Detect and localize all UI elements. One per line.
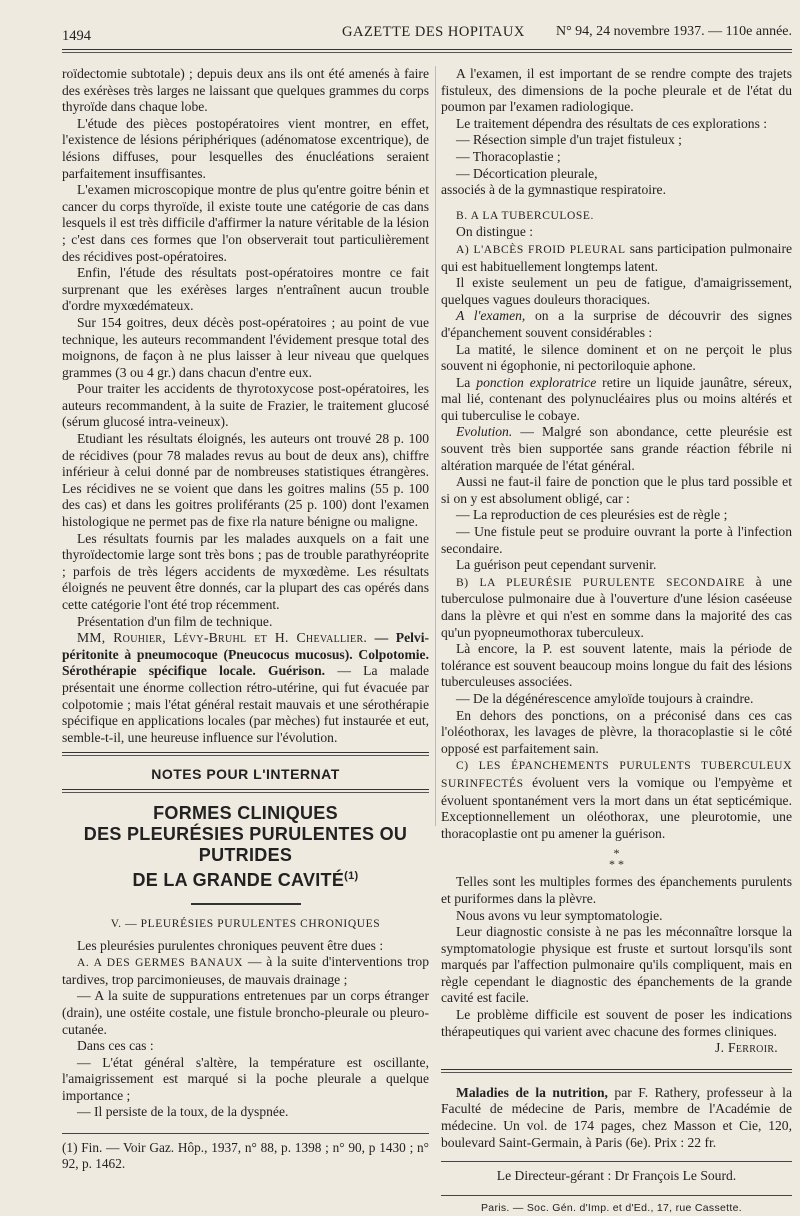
journal-title: GAZETTE DES HOPITAUX [342,24,525,40]
paragraph: — L'état général s'altère, la température est oscillante, l'amaigrissement est marqué si la poche pleurale a quelque importance ; [62,1054,429,1103]
title-line: DE LA GRANDE CAVITÉ$^{(1)}$ [132,869,359,890]
subsection-heading: V. — PLEURÉSIES PURULENTES CHRONIQUES [110,917,381,930]
paragraph: Il existe seulement un peu de fatigue, d'amaigrissement, quelques vagues douleurs thoraciques. [441,275,792,307]
paragraph: — A la suite de suppurations entretenues par un corps étranger (drain), une ostéite costale, une fistule broncho-pleurale ou pleuro-cutanée. [62,988,429,1037]
inline-label: Evolution. [456,424,513,440]
director-line: Le Directeur-gérant : Dr François Le Sourd. [496,1168,737,1184]
left-column [62,66,429,1172]
paragraph: roïdectomie subtotale) ; depuis deux ans ils ont été amenés à faire des exérèses très larges ne laissant que quelques grammes du corps thyroïde dans chaque lobe. [62,66,429,115]
inline-label: B) LA PLEURÉSIE PURULENTE SECONDAIRE [456,576,745,589]
section-rule-thin [441,1072,792,1073]
imprint-rule [441,1195,792,1196]
paragraph: Enfin, l'étude des résultats post-opératoires montre ce fait surprenant que les exérèses larges n'entraînent aucun trouble d'ordre myxœdémateux. [62,265,429,314]
header-rule-thin [62,52,792,53]
paragraph: La ponction exploratrice retire un liquide jaunâtre, séreux, mal lié, contenant des polynucléaires plus ou moins altérés et qui tuberculise le cobaye. [441,374,792,423]
column-divider [435,66,436,826]
paragraph: Les pleurésies purulentes chroniques peuvent être dues : [77,937,384,953]
title-rule [191,903,301,905]
paragraph: Les résultats fournis par les malades auxquels on a fait une thyroïdectomie large sont très bons ; pas de trouble parathyréoprite ; parfois de très légers accidents de myxœdème. Les résultats éloignés ne peuvent être donnés, car la plupart des cas opérés dans cette catégorie l'ont été trop récemment. [62,530,429,612]
title-line: FORMES CLINIQUES [153,802,338,823]
paragraph: Sur 154 goitres, deux décès post-opératoires ; au point de vue technique, les auteurs recommandent l'évidement presque total des moignons, de façon à ne plus laisser à leur niveau que quelques grammes (3 ou 4 gr.) dans chacun d'entre eux. [62,314,429,380]
paragraph: Leur diagnostic consiste à ne pas les méconnaître lorsque la symptomatologie physique est fruste et surtout lorsqu'ils sont marqués par l'affection pulmonaire qu'ils compliquent, mais en règle cependant le diagnostic des épanchements de la grande cavité est facile. [441,924,792,1006]
footnote-rule [62,1133,429,1134]
book-notice [441,1085,792,1151]
director-rule [441,1161,792,1162]
paragraph: Le problème difficile est souvent de poser les indications thérapeutiques qui varient avec chacune des formes cliniques. [441,1007,792,1039]
communication-title: — Pelvi-péritonite à pneumocoque (Pneucocus mucosus). Colpotomie. Sérothérapie spécifique locale. Guérison. [62,630,430,679]
paragraph: — De la dégénérescence amyloïde toujours à craindre. [456,690,754,706]
paragraph: B) LA PLEURÉSIE PURULENTE SECONDAIRE à une tuberculose pulmonaire due à l'ouverture d'une lésion caséeuse dans la plèvre et qui n'est en somme dans la majorité des cas qu'un pyopneumothorax tuberculeux. [441,573,792,640]
paragraph: La guérison peut cependant survenir. [456,557,657,573]
paragraph: On distingue : [456,224,534,240]
title-footnote-ref: (1) [344,869,359,882]
paragraph: Pour traiter les accidents de thyrotoxycose post-opératoires, les auteurs recommandent, à la suite de Frazier, le traitement glucosé (sérum glucosé intra-veineux). [62,381,429,430]
section-rule [62,789,429,790]
paragraph: C) LES ÉPANCHEMENTS PURULENTS TUBERCULEUX SURINFECTÉS évoluent vers la vomique ou l'empyème et évoluent spontanément vers la mort dans un état septicémique. Exceptionnellement un oléothorax, une pleurotomie, une thoracoplastie ont pu amener la guérison. [441,760,792,841]
paragraph: L'étude des pièces postopératoires vient montrer, en effet, l'existence de lésions périphériques (adénomatose excentrique), de lésions diffuses, pour lesquelles des énucléations seraient parfaitement insuffisantes. [62,115,429,181]
paragraph: La matité, le silence dominent et on ne perçoit le plus souvent ni égophonie, ni pectoriloquie aphone. [441,341,792,374]
paragraph: Aussi ne faut-il faire de ponction que le plus tard possible et si on y est absolument obligé, car : [441,474,792,506]
paragraph: A l'examen, il est important de se rendre compte des trajets fistuleux, des dimensions de la poche pleurale et de l'état du poumon par l'examen radiologique. [441,66,792,115]
section-rule-thin [62,755,429,756]
paragraph: — Thoracoplastie ; [456,148,561,164]
paragraph: Le traitement dépendra des résultats de ces explorations : [456,115,768,131]
section-rule [441,1069,792,1070]
section-rule [62,752,429,753]
issue-info: N° 94, 24 novembre 1937. — 110e année. [555,24,792,39]
communication-body: — La malade présentait une énorme collection rétro-utérine, qui fut évacuée par colpotomie ; mais l'état général restait mauvais et une sérothérapie spécifique en applications locales (par mèches) fut instaurée et eut, semble-t-il, une heureuse influence sur l'évolution. [62,663,430,745]
section-rule-thin [62,792,429,793]
footnote: (1) Fin. — Voir Gaz. Hôp., 1937, n° 88, p. 1398 ; n° 90, p 1430 ; n° 92, p. 1462. [62,1140,429,1172]
paragraph: — Décortication pleurale, [456,165,598,181]
inline-label: C) LES ÉPANCHEMENTS PURULENTS TUBERCULEUX SURINFECTÉS [441,760,792,790]
communication-paragraph [62,630,429,746]
book-description: par F. Rathery, professeur à la Faculté de médecine de Paris, membre de l'Académie de médecine. Un vol. de 174 pages, chez Masson et Cie, 120, boulevard Saint-Germain, à Paris (6e). Prix : 22 fr. [441,1084,792,1150]
asterism: * * * [609,846,624,872]
section-header: NOTES POUR L'INTERNAT [151,766,340,783]
paragraph: L'examen microscopique montre de plus qu'entre goitre bénin et cancer du corps thyroïde, il existe toute une catégorie de cas dans lesquels il est très difficile d'affirmer la nature véritable de la lésion ; c'est dans ces formes que l'on observerait tout particulièrement des récidives post-opératoires. [62,182,429,264]
paragraph: Présentation d'un film de technique. [77,613,273,629]
right-column [441,66,792,1216]
inline-label: ponction exploratrice [476,374,597,390]
paragraph: — Une fistule peut se produire ouvrant la porte à l'infection secondaire. [441,524,792,556]
authors: MM, Rouhier, Lévy-Bruhl et H. Chevallier. [77,630,368,646]
title-line: DES PLEURÉSIES PURULENTES OU PUTRIDES [83,823,408,865]
paragraph: Telles sont les multiples formes des épanchements purulents et puriformes dans la plèvre. [441,874,792,906]
paragraph: Dans ces cas : [77,1038,154,1054]
header-rule [62,49,792,50]
inline-label: A. A DES GERMES BANAUX [77,957,244,970]
subheading: B. A LA TUBERCULOSE. [456,209,594,222]
paragraph: — La reproduction de ces pleurésies est de règle ; [456,507,728,523]
page-number: 1494 [62,28,91,44]
paragraph: A l'examen, on a la surprise de découvrir des signes d'épanchement souvent considérables : [441,308,792,340]
inline-label: A) L'ABCÈS FROID PLEURAL [456,243,626,256]
author-signature: J. Ferroir. [714,1040,778,1056]
paragraph: A) L'ABCÈS FROID PLEURAL sans participation pulmonaire qui est habituellement longtemps latent. [441,240,793,274]
paragraph: — Il persiste de la toux, de la dyspnée. [77,1104,289,1120]
book-title: Maladies de la nutrition, [456,1084,608,1100]
inline-label: A l'examen, [456,308,526,324]
paragraph: Là encore, la P. est souvent latente, mais la période de tolérance est souvent beaucoup moins longue du fait des lésions tuberculeuses associées. [441,641,792,690]
paragraph: associés à de la gymnastique respiratoire. [441,182,666,198]
article-title [62,803,429,891]
paragraph: Evolution. — Malgré son abondance, cette pleurésie est souvent très bien supportée sans grande réaction fébrile ni altération marquée de l'état général. [441,424,792,473]
paragraph: A. A DES GERMES BANAUX — à la suite d'interventions trop tardives, trop parcimonieuses, de mauvais drainage ; [62,954,430,987]
paragraph: En dehors des ponctions, on a préconisé dans ces cas l'oléothorax, les lavages de plèvre, la thoracoplastie si le côté opposé est parfaitement sain. [441,707,792,756]
page-header [62,24,792,46]
paragraph: — Résection simple d'un trajet fistuleux ; [456,132,682,148]
imprint-line: Paris. — Soc. Gén. d'Imp. et d'Ed., 17, rue Cassette. [481,1201,742,1214]
paragraph: Etudiant les résultats éloignés, les auteurs ont trouvé 28 p. 100 de récidives (pour 78 malades revus au bout de deux ans), chiffre inférieur à celui donné par de nombreuses statistiques étrangères. Les récidives ne se voient que dans les goitres malins (55 p. 100 des cas) et dans les goitres proliférants (25 p. 100) dont l'examen histologique ne permet pas de fixe rla nature bénigne ou maligne. [62,431,429,530]
paragraph: Nous avons vu leur symptomatologie. [456,907,663,923]
